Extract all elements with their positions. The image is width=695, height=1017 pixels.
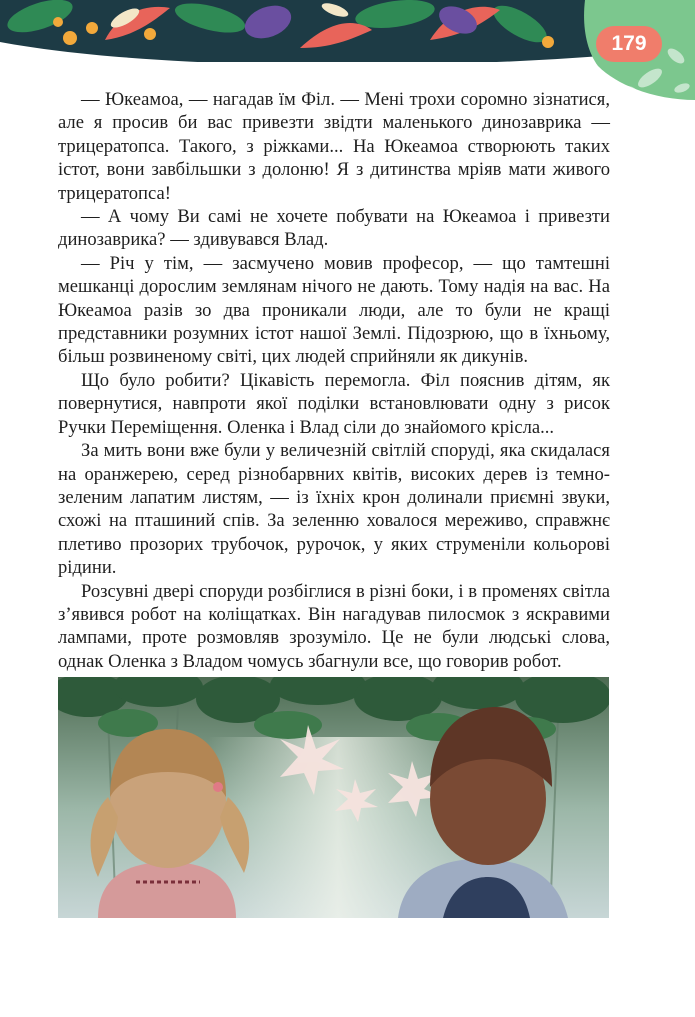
paragraph: — А чому Ви самі не хочете побувати на Юкеамоа і привезти динозаврика? — здивувався Влад. <box>58 206 610 251</box>
page-number-badge: 179 <box>596 26 662 62</box>
paragraph: Розсувні двері споруди розбіглися в різні боки, і в променях світла з’явився робот на коліщатках. Він нагадував пилосмок з яскравими лампами, проте розмовляв зрозуміло. Це не були людські слова, однак Оленка з Владом чомусь збагнули все, що говорив робот. <box>58 580 610 672</box>
story-illustration <box>58 677 609 918</box>
story-text <box>58 88 610 673</box>
paragraph: — Річ у тім, — засмучено мовив професор, — що тамтешні мешканці дорослим землянам нічого не дають. Тому надія на вас. На Юкеамоа разів зо два проникали люди, але то були не кращі представники розумних істот нашої Землі. Підозрюю, що в їхньому, більш розвиненому світі, цих людей сприйняли як дикунів. <box>58 252 610 368</box>
paragraph: — Юкеамоа, — нагадав їм Філ. — Мені трохи соромно зізнатися, але я просив би вас привезти звідти маленького динозаврика — трицератопса. Такого, з ріжками... На Юкеамоа створюють таких істот, вони завбільшки з долоню! Я з дитинства мріяв мати живого трицератопса! <box>58 89 610 204</box>
paragraph: За мить вони вже були у величезній світлій споруді, яка скидалася на оранжерею, серед різнобарвних квітів, високих дерев із темно-зеленим лапатим листям, — із їхніх крон долинали приємні звуки, схожі на пташиний спів. За зеленню ховалося мереживо, справжнє плетиво прозорих трубочок, рурочок, у яких струменіли кольорові рідини. <box>58 440 610 579</box>
paragraph: Що було робити? Цікавість перемогла. Філ пояснив дітям, як повернутися, навпроти якої поділки встановлювати одну з рисок Ручки Переміщення. Оленка і Влад сіли до знайомого крісла... <box>58 369 610 438</box>
children-in-greenhouse-image <box>58 677 609 918</box>
